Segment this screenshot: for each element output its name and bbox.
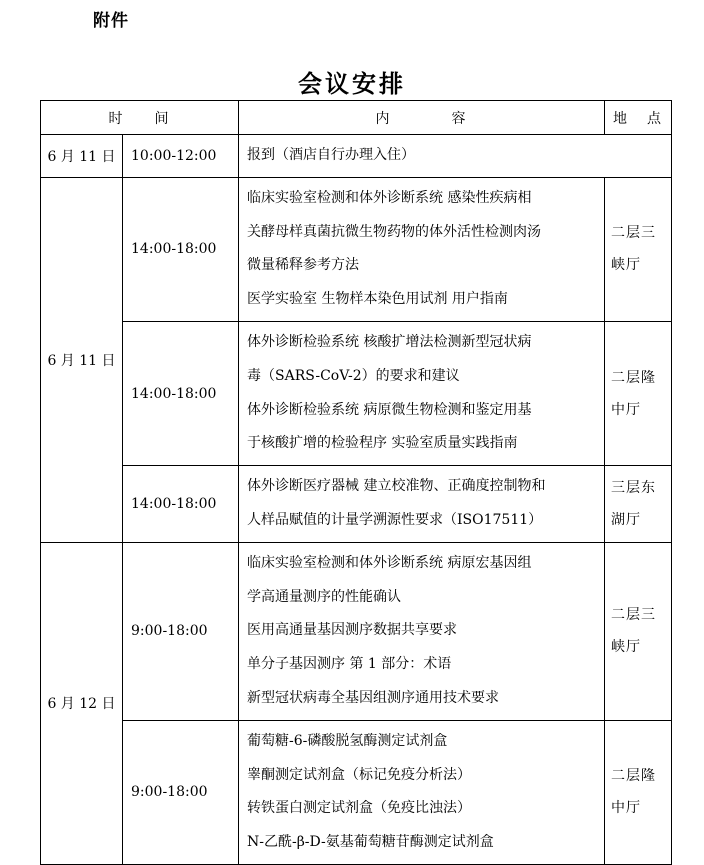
table-header-row: [41, 101, 672, 135]
table-row: [41, 720, 672, 864]
table-row: [41, 177, 672, 321]
location-cell: [605, 321, 672, 465]
location-line: 中厅: [611, 401, 641, 418]
date-cell: 6 月 11 日: [41, 135, 123, 178]
content-cell: [239, 177, 605, 321]
content-line: 关酵母样真菌抗微生物药物的体外活性检测肉汤: [247, 223, 541, 240]
header-location-char-2: 点: [647, 110, 663, 127]
table-row: [41, 466, 672, 543]
header-time: [41, 101, 239, 135]
content-cell: [239, 321, 605, 465]
content-line: 于核酸扩增的检验程序 实验室质量实践指南: [247, 435, 518, 452]
content-line: 新型冠状病毒全基因组测序通用技术要求: [247, 689, 499, 706]
table-row: [41, 321, 672, 465]
location-line: 湖厅: [611, 511, 641, 528]
time-cell: 14:00-18:00: [123, 321, 239, 465]
header-location-char-1: 地: [613, 110, 629, 127]
time-cell: 9:00-18:00: [123, 720, 239, 864]
content-line: 体外诊断检验系统 核酸扩增法检测新型冠状病: [247, 333, 532, 350]
content-line: 人样品赋值的计量学溯源性要求（ISO17511）: [247, 511, 543, 528]
date-cell: 6 月 12 日: [41, 542, 123, 864]
header-content-char-2: 容: [451, 110, 468, 127]
header-time-char-1: 时: [108, 110, 125, 127]
header-content: [239, 101, 605, 135]
content-cell: [239, 542, 605, 720]
header-time-char-2: 间: [154, 110, 171, 127]
header-content-char-1: 内: [375, 110, 392, 127]
location-line: 峡厅: [611, 257, 641, 274]
date-cell: 6 月 11 日: [41, 177, 123, 542]
header-location: [605, 101, 672, 135]
location-cell: [605, 720, 672, 864]
content-line: 临床实验室检测和体外诊断系统 病原宏基因组: [247, 554, 532, 571]
table-row: [41, 542, 672, 720]
content-line: 报到（酒店自行办理入住）: [247, 147, 415, 163]
location-line: 二层三: [611, 225, 656, 242]
content-line: 学高通量测序的性能确认: [247, 588, 401, 605]
content-line: 医用高通量基因测序数据共享要求: [247, 622, 457, 639]
time-cell: 14:00-18:00: [123, 466, 239, 543]
content-line: 睾酮测定试剂盒（标记免疫分析法）: [247, 766, 471, 783]
content-line: 微量稀释参考方法: [247, 257, 359, 274]
content-line: 医学实验室 生物样本染色用试剂 用户指南: [247, 291, 508, 308]
attachment-label: 附件: [93, 11, 129, 31]
location-line: 二层三: [611, 607, 656, 624]
content-line: 毒（SARS-CoV-2）的要求和建议: [247, 367, 460, 384]
table-row-checkin: [41, 135, 672, 178]
content-cell: [239, 135, 672, 178]
time-cell: 14:00-18:00: [123, 177, 239, 321]
location-line: 二层隆: [611, 369, 656, 386]
location-line: 三层东: [611, 479, 656, 496]
content-line: 体外诊断检验系统 病原微生物检测和鉴定用基: [247, 401, 532, 418]
content-cell: [239, 720, 605, 864]
schedule-table: [40, 100, 672, 865]
location-cell: [605, 542, 672, 720]
content-line: 葡萄糖-6-磷酸脱氢酶测定试剂盒: [247, 732, 448, 749]
location-line: 二层隆: [611, 768, 656, 785]
page-title: 会议安排: [298, 70, 406, 98]
content-line: 单分子基因测序 第 1 部分：术语: [247, 656, 452, 673]
content-line: 临床实验室检测和体外诊断系统 感染性疾病相: [247, 189, 532, 206]
location-cell: [605, 177, 672, 321]
content-line: 体外诊断医疗器械 建立校准物、正确度控制物和: [247, 478, 546, 495]
content-line: 转铁蛋白测定试剂盒（免疫比浊法）: [247, 800, 471, 817]
time-cell: 10:00-12:00: [123, 135, 239, 178]
location-cell: [605, 466, 672, 543]
content-line: N-乙酰-β-D-氨基葡萄糖苷酶测定试剂盒: [247, 834, 494, 851]
content-cell: [239, 466, 605, 543]
location-line: 峡厅: [611, 639, 641, 656]
location-line: 中厅: [611, 800, 641, 817]
time-cell: 9:00-18:00: [123, 542, 239, 720]
